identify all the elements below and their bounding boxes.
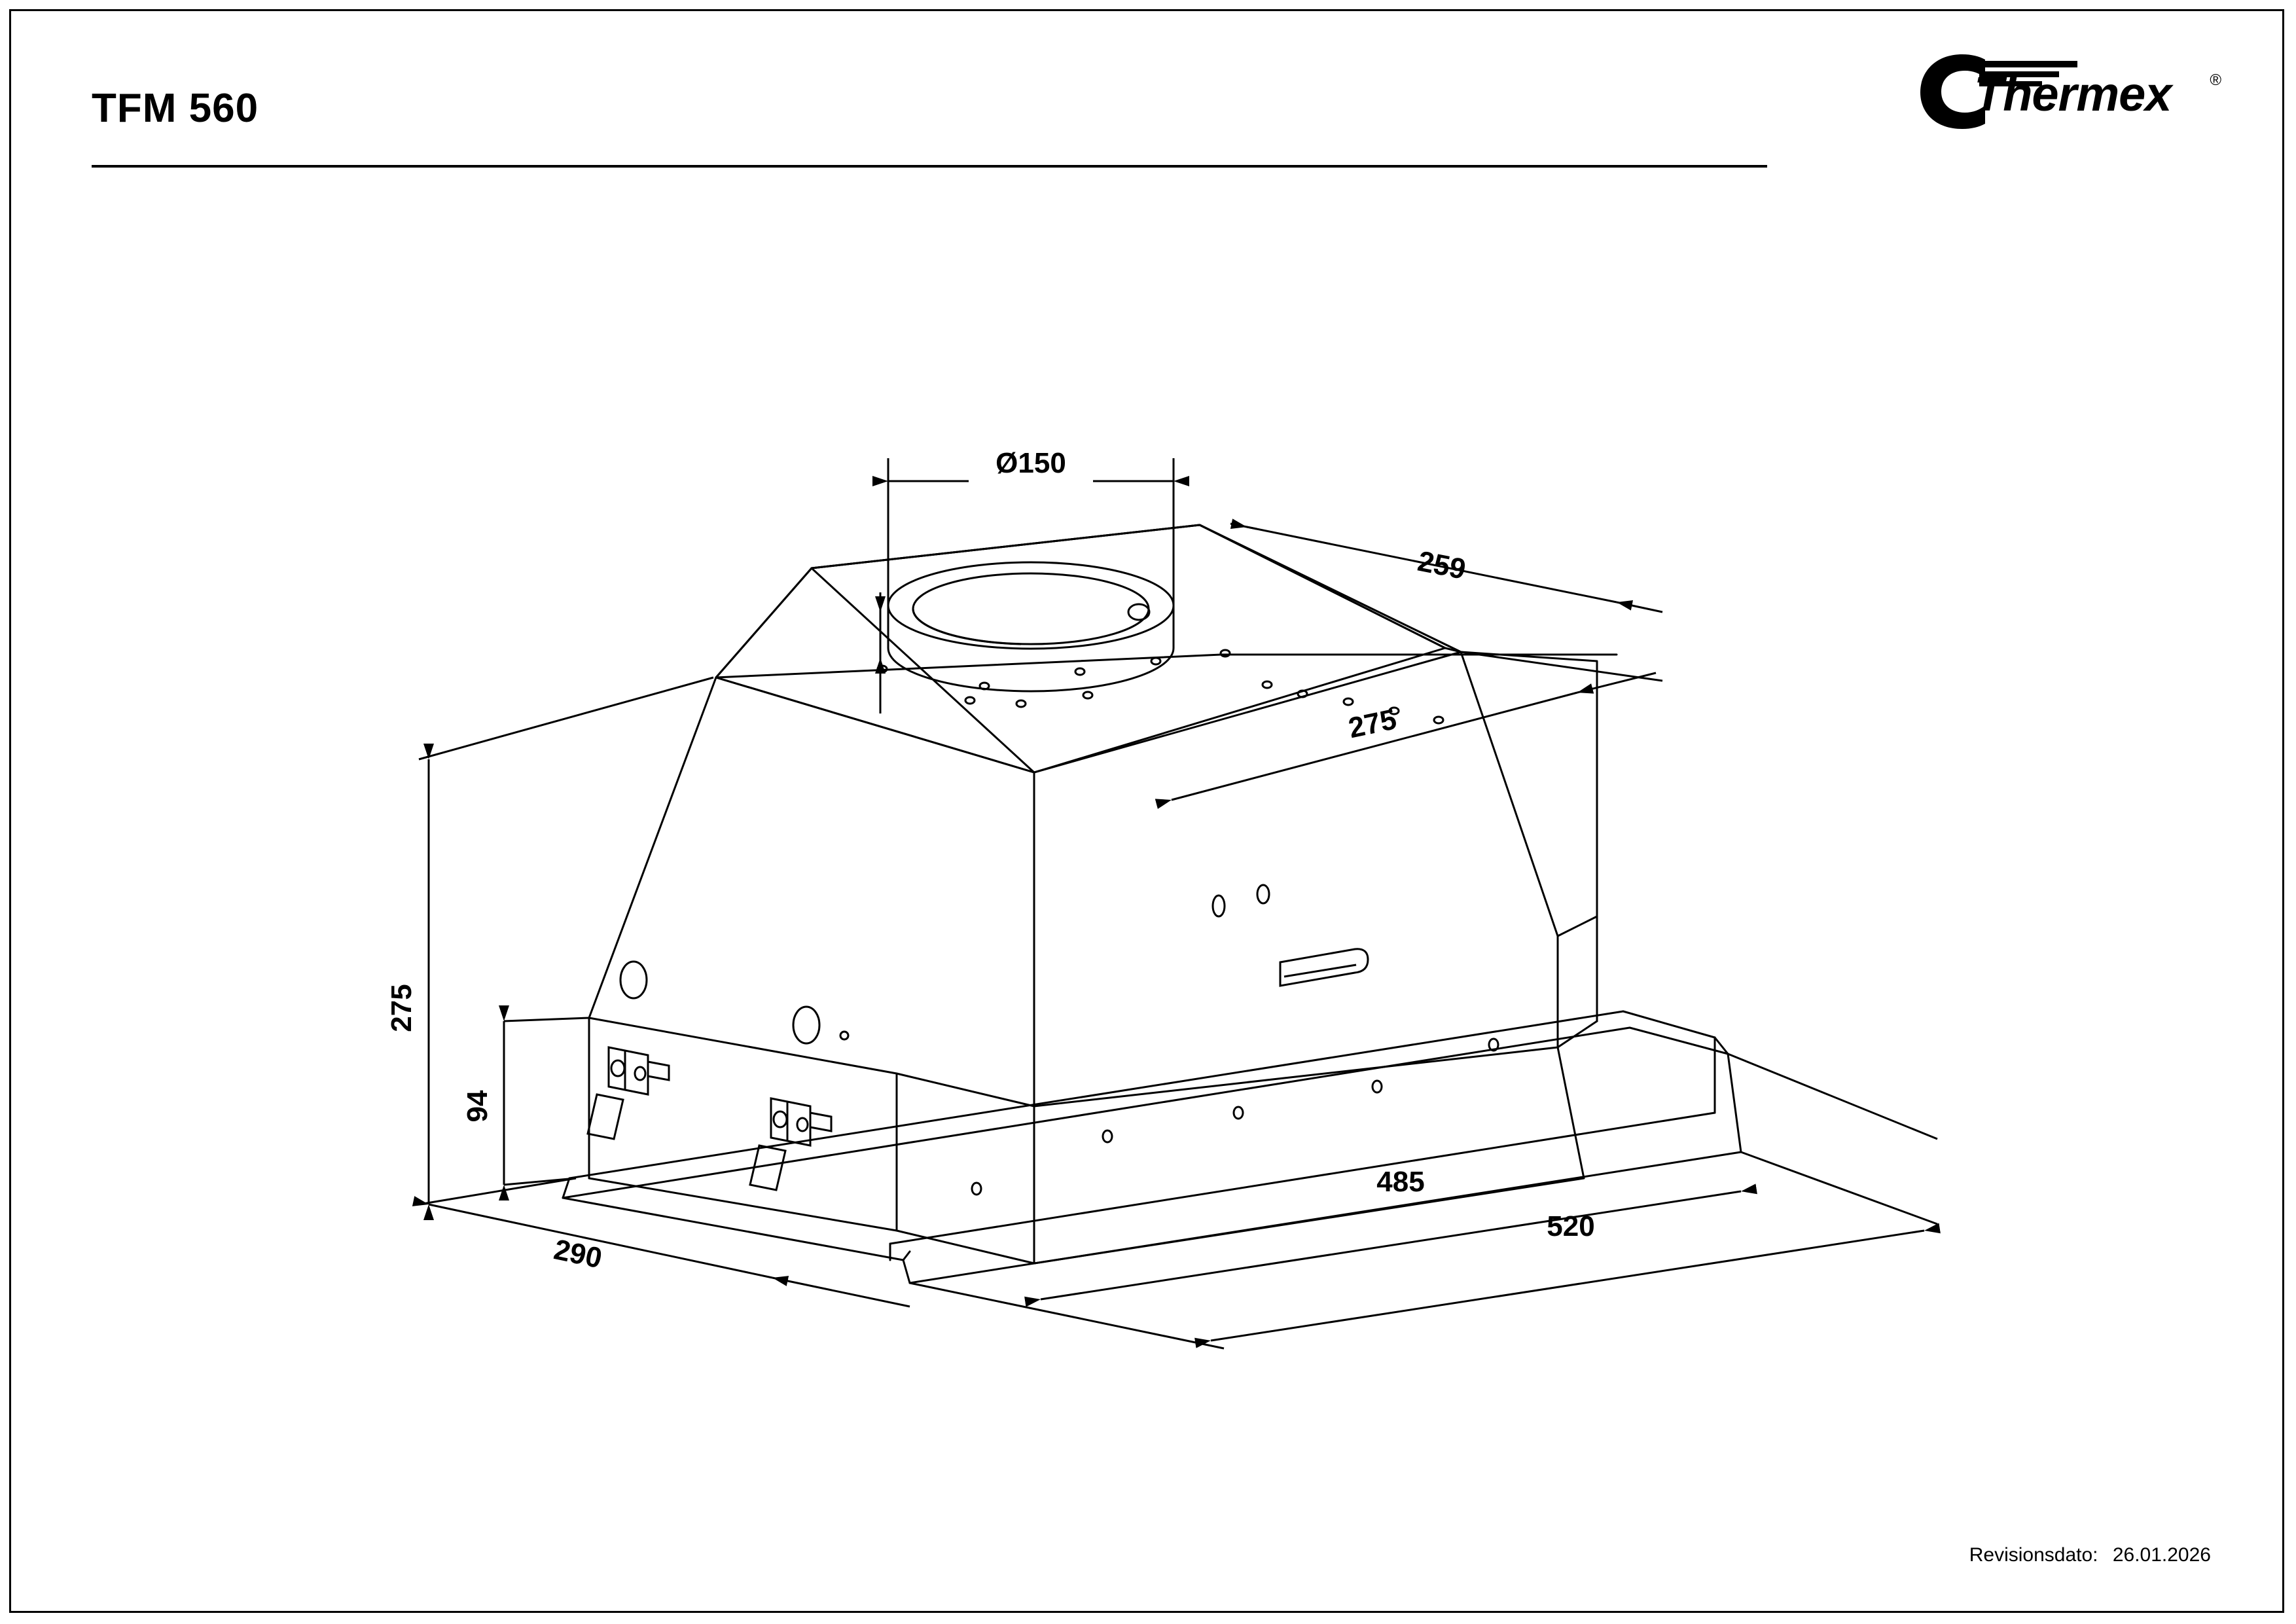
dimension-height-lower-box [504, 1018, 589, 1185]
dimension-label-width-flange: 520 [1547, 1210, 1595, 1242]
dimension-label-width-body: 485 [1376, 1166, 1425, 1198]
revision-label: Revisionsdato: [1969, 1544, 2098, 1566]
dimension-label-duct-diameter: Ø150 [996, 447, 1066, 479]
dimension-duct-diameter [880, 458, 1174, 713]
revision-date: 26.01.2026 [2112, 1544, 2211, 1566]
dimension-label-depth-front: 290 [551, 1233, 605, 1275]
duct-collar [888, 562, 1174, 691]
dimension-label-depth-top-rear: 259 [1415, 545, 1469, 586]
hood-body-outline [563, 525, 1741, 1283]
page-title: TFM 560 [92, 86, 259, 131]
dimension-depth-body [1172, 652, 1662, 800]
dimension-label-depth-body: 275 [1345, 703, 1399, 745]
logo-wordmark: Thermex [1974, 67, 2172, 121]
revision-info [1969, 1544, 2211, 1566]
logo-registered-mark: ® [2210, 71, 2221, 89]
dimension-label-height-lower-box: 94 [461, 1090, 493, 1123]
dimension-label-height-total: 275 [386, 984, 418, 1032]
dimension-height-total [419, 677, 713, 1204]
